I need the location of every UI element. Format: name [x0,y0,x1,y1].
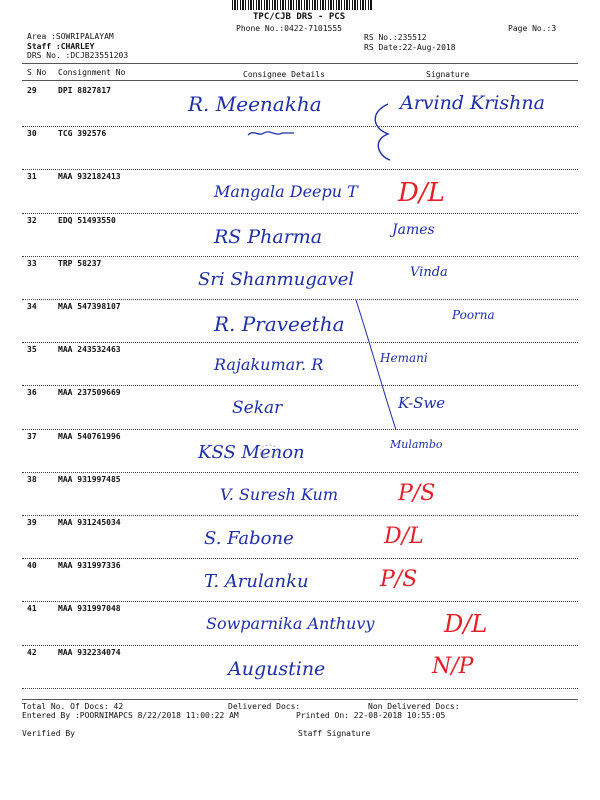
row-sno: 31 [27,172,37,182]
consignee-handwritten-name: R. Meenakha [188,92,322,116]
signature-mark: Vinda [410,264,448,280]
row-sno: 40 [27,561,37,571]
signature-mark: Arvind Krishna [400,92,545,114]
rs-number: RS No.:235512 [364,33,427,42]
row-consignment-no: TCG 392576 [58,129,107,139]
signature-mark: D/L [384,524,424,549]
row-sno: 29 [27,86,37,95]
consignee-handwritten-name: Rajakumar. R [214,355,324,375]
row-consignment-no: MAA 932234074 [58,647,121,657]
col-header-consignee: Consignee Details [243,70,325,79]
consignee-handwritten-name: Augustine [228,657,326,680]
consignee-handwritten-name: Sri Shanmugavel [198,268,355,290]
staff-signature: Staff Signature [298,729,371,738]
row-sno: 33 [27,258,37,268]
row-consignment-no: MAA 931997336 [58,561,121,571]
signature-mark: Poorna [452,308,495,322]
footer-divider [22,699,578,700]
consignee-handwritten-name: Sowparnika Anthuvy [206,614,375,634]
consignee-handwritten-name: RS Pharma [214,225,323,248]
signature-mark: K-Swe [398,394,446,413]
rs-date: RS Date:22-Aug-2018 [364,43,456,52]
row-sno: 35 [27,345,37,355]
drs-number: DRS No. :DCJB23551203 [27,51,129,60]
printed-on: Printed On: 22-08-2018 10:55:05 [296,711,446,720]
consignee-handwritten-name: S. Fabone [204,528,294,549]
row-consignment-no: MAA 237509669 [58,388,121,398]
signature-mark: Hemani [380,351,428,366]
row-sno: 37 [27,431,37,441]
row-sno: 41 [27,604,37,614]
row-consignment-no: EDQ 51493550 [58,215,116,225]
area-label: Area :SOWRIPALAYAM [27,32,114,41]
delivered-docs: Delivered Docs: [228,702,301,711]
row-sno: 34 [27,302,37,311]
consignee-handwritten-name: T. Arulanku [204,571,309,593]
phone-number: Phone No.:0422-7101555 [236,24,342,33]
row-consignment-no: MAA 931997048 [58,604,121,614]
non-delivered-docs: Non Delivered Docs: [368,702,460,711]
signature-mark: D/L [398,178,445,209]
col-header-sno: S No [27,68,47,77]
signature-mark: D/L [444,610,488,639]
col-header-signature: Signature [426,70,470,79]
consignee-handwritten-name: V. Suresh Kum [220,484,338,504]
row-consignment-no: DPI 8827817 [58,86,111,95]
row-sno: 42 [27,647,37,657]
entered-by: Entered By :POORNIMAPCS 8/22/2018 11:00:22 AM [22,711,239,720]
row-consignment-no: TRP 58237 [58,258,102,268]
consignee-handwritten-name: Sekar [232,398,283,419]
signature-mark: P/S [398,480,436,506]
consignee-handwritten-name: R. Praveetha [214,312,345,336]
signature-mark: P/S [380,567,418,593]
row-consignment-no: MAA 243532463 [58,345,121,355]
staff-label: Staff :CHARLEY [27,42,95,51]
verified-by: Verified By [22,729,75,738]
row-consignment-no: MAA 540761996 [58,431,121,441]
row-sno: 36 [27,388,37,398]
row-consignment-no: MAA 931245034 [58,518,121,527]
signature-mark: James [392,221,435,238]
total-docs: Total No. Of Docs: 42 [22,702,124,711]
col-header-consignment: Consignment No [58,68,126,77]
row-sno: 30 [27,129,37,139]
page-number: Page No.:3 [508,24,557,33]
signature-mark: Mulambo [390,437,443,451]
document-title: TPC/CJB DRS - PCS [253,12,346,22]
consignee-handwritten-name: Mangala Deepu T [214,182,358,202]
row-sno: 38 [27,474,37,484]
row-sno: 39 [27,518,37,527]
consignee-handwritten-name: KSS Menon [198,441,305,463]
row-consignment-no: MAA 931997485 [58,474,121,484]
row-sno: 32 [27,215,37,225]
row-consignment-no: MAA 932182413 [58,172,121,182]
row-consignment-no: MAA 547398107 [58,302,121,311]
signature-mark: N/P [432,653,474,679]
